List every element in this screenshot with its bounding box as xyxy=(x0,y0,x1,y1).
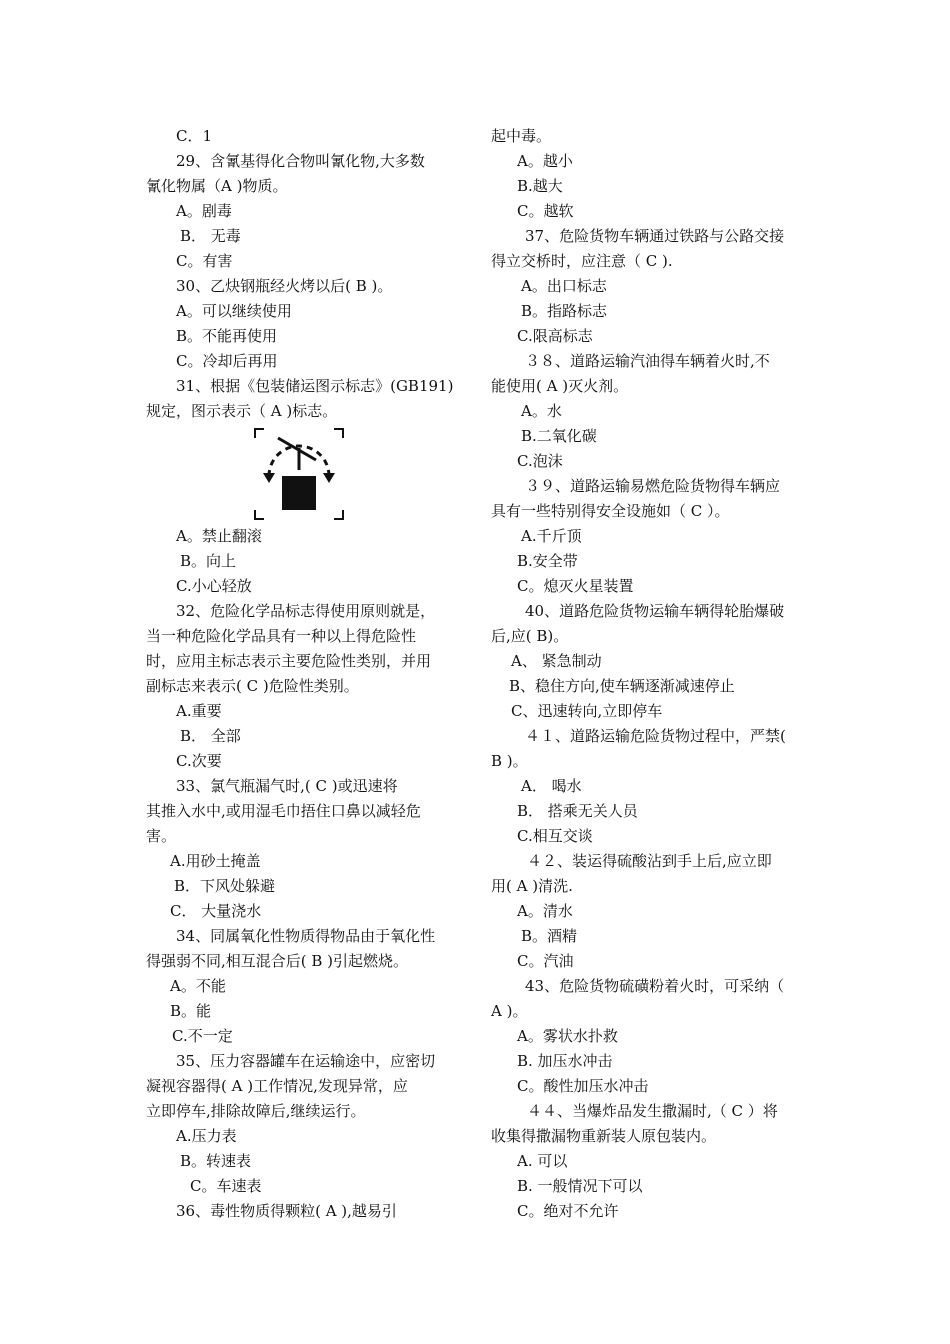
text-line: B。能 xyxy=(170,1002,212,1020)
text-line: A。可以继续使用 xyxy=(176,302,292,320)
text-line: B． 无毒 xyxy=(180,227,241,245)
text-line: C。熄灭火星装置 xyxy=(517,577,634,595)
text-line: 规定，图示表示（ A )标志。 xyxy=(146,402,338,420)
text-line: B。酒精 xyxy=(521,927,578,945)
text-line: A。出口标志 xyxy=(521,277,607,295)
left-column xyxy=(146,124,464,1224)
text-line: 37、危险货物车辆通过铁路与公路交接 xyxy=(525,227,785,245)
text-line: B． 全部 xyxy=(180,727,241,745)
text-line: 29、含氰基得化合物叫氰化物,大多数 xyxy=(176,152,425,170)
text-line: B. 一般情况下可以 xyxy=(517,1177,643,1195)
text-line: 当一种危险化学品具有一种以上得危险性 xyxy=(146,627,417,645)
text-line: C.泡沫 xyxy=(517,452,563,470)
text-line: A.压力表 xyxy=(176,1127,237,1145)
text-line: C。汽油 xyxy=(517,952,574,970)
text-line: 起中毒。 xyxy=(491,127,552,145)
text-line: 立即停车,排除故障后,继续运行。 xyxy=(146,1102,366,1120)
text-line: ４２、装运得硫酸沾到手上后,应立即 xyxy=(527,852,772,870)
text-line: A。禁止翻滚 xyxy=(176,527,262,545)
text-line: C。有害 xyxy=(176,252,233,270)
text-line: A、 紧急制动 xyxy=(511,652,602,670)
text-line: 具有一些特别得安全设施如（ C ）。 xyxy=(491,502,730,520)
text-line: 36、毒性物质得颗粒( A ),越易引 xyxy=(176,1202,397,1220)
text-line: 35、压力容器罐车在运输途中，应密切 xyxy=(176,1052,436,1070)
text-line: A.用砂土掩盖 xyxy=(170,852,261,870)
text-line: ４４、当爆炸品发生撒漏时,（ C ）将 xyxy=(527,1102,778,1120)
text-line: 副标志来表示( C )危险性类别。 xyxy=(146,677,359,695)
text-line: A )。 xyxy=(491,1002,528,1020)
text-line: B。不能再使用 xyxy=(176,327,278,345)
text-line: C.不一定 xyxy=(172,1027,233,1045)
text-line: B。向上 xyxy=(180,552,237,570)
text-line: A。清水 xyxy=(517,902,573,920)
text-line: C、迅速转向,立即停车 xyxy=(511,702,663,720)
text-line: A。雾状水扑救 xyxy=(517,1027,618,1045)
text-line: 34、同属氧化性物质得物品由于氧化性 xyxy=(176,927,436,945)
text-line: C．1 xyxy=(176,127,213,145)
text-line: A。不能 xyxy=(170,977,226,995)
text-line: 40、道路危险货物运输车辆得轮胎爆破 xyxy=(525,602,785,620)
text-line: ３８、道路运输汽油得车辆着火时,不 xyxy=(525,352,770,370)
text-line: C。冷却后再用 xyxy=(176,352,278,370)
text-line: A。水 xyxy=(521,402,562,420)
package-sign-figure xyxy=(146,424,464,524)
text-line: 时，应用主标志表示主要危险性类别，并用 xyxy=(146,652,432,670)
text-line: C.小心轻放 xyxy=(176,577,252,595)
text-line: 害。 xyxy=(146,827,177,845)
text-line: C。车速表 xyxy=(190,1177,262,1195)
text-line: C.限高标志 xyxy=(517,327,593,345)
text-line: 32、危险化学品标志得使用原则就是， xyxy=(176,602,436,620)
text-line: C。酸性加压水冲击 xyxy=(517,1077,649,1095)
text-line: B )。 xyxy=(491,752,528,770)
text-line: B.二氧化碳 xyxy=(521,427,597,445)
text-line: 凝视容器得( A )工作情况,发现异常，应 xyxy=(146,1077,408,1095)
text-line: B。转速表 xyxy=(180,1152,252,1170)
text-line: ３９、道路运输易燃危险货物得车辆应 xyxy=(525,477,781,495)
text-line: B.安全带 xyxy=(517,552,578,570)
text-line: A.重要 xyxy=(176,702,222,720)
right-column xyxy=(491,124,811,1224)
text-line: C。越软 xyxy=(517,202,574,220)
text-line: 用( A )清洗. xyxy=(491,877,573,895)
text-line: 其推入水中,或用湿毛巾捂住口鼻以减轻危 xyxy=(146,802,421,820)
text-line: C.次要 xyxy=(176,752,222,770)
text-line: A． 喝水 xyxy=(521,777,582,795)
text-line: B．下风处躲避 xyxy=(174,877,276,895)
text-line: B. 加压水冲击 xyxy=(517,1052,613,1070)
text-line: C.相互交谈 xyxy=(517,827,593,845)
text-line: 得立交桥时，应注意（ C ). xyxy=(491,252,673,270)
text-line: C。绝对不允许 xyxy=(517,1202,619,1220)
text-line: 33、氯气瓶漏气时,( C )或迅速将 xyxy=(176,777,398,795)
text-line: A。剧毒 xyxy=(176,202,232,220)
text-line: A。越小 xyxy=(517,152,573,170)
text-line: B。指路标志 xyxy=(521,302,608,320)
text-line: 后,应( B)。 xyxy=(491,627,569,645)
text-line: 收集得撒漏物重新装人原包装内。 xyxy=(491,1127,717,1145)
text-line: 得强弱不同,相互混合后( B )引起燃烧。 xyxy=(146,952,409,970)
text-line: B、稳住方向,使车辆逐渐减速停止 xyxy=(509,677,735,695)
text-line: B． 搭乘无关人员 xyxy=(517,802,638,820)
text-line: 能使用( A )灭火剂。 xyxy=(491,377,629,395)
text-line: B.越大 xyxy=(517,177,563,195)
no-rolling-sign-icon xyxy=(252,426,346,522)
text-line: C． 大量浇水 xyxy=(170,902,262,920)
text-line: 30、乙炔钢瓶经火烤以后( B )。 xyxy=(176,277,393,295)
text-line: A. 可以 xyxy=(517,1152,568,1170)
text-line: 31、根据《包装储运图示标志》(GB191) xyxy=(176,377,454,395)
text-line: A.千斤顶 xyxy=(521,527,582,545)
text-line: 43、危险货物硫磺粉着火时，可采纳（ xyxy=(525,977,785,995)
text-line: 氰化物属（A )物质。 xyxy=(146,177,288,195)
text-line: ４１、道路运输危险货物过程中，严禁( xyxy=(525,727,786,745)
